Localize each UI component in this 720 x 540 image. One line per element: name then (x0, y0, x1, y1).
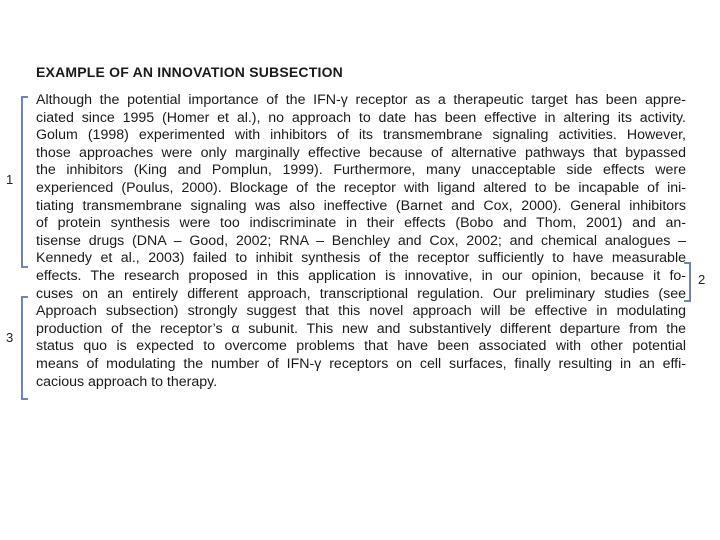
marker-1: 1 (6, 172, 14, 187)
section-title: EXAMPLE OF AN INNOVATION SUBSECTION (36, 64, 343, 80)
innovation-paragraph (36, 92, 686, 391)
bracket-2 (684, 262, 691, 302)
bracket-1 (21, 96, 28, 268)
paragraph-line: tiating transmembrane signaling was also ineffective (Barnet and Cox, 2000). General inhibitors (36, 197, 686, 214)
paragraph-line: cuses on an entirely different approach, transcriptional regulation. Our preliminary studies (see (36, 285, 686, 302)
bracket-3 (21, 296, 28, 400)
paragraph-line: Although the potential importance of the IFN-γ receptor as a therapeutic target has been appre- (36, 92, 686, 108)
paragraph-line: those approaches were only marginally effective because of alternative pathways that bypassed (36, 144, 686, 161)
paragraph-line: ciated since 1995 (Homer et al.), no approach to date has been effective in altering its activity. (36, 109, 686, 126)
paragraph-line: means of modulating the number of IFN-γ receptors on cell surfaces, finally resulting in an effi- (36, 355, 686, 372)
paragraph-line: of protein synthesis were too indiscriminate in their effects (Bobo and Thom, 2001) and an- (36, 215, 686, 232)
paragraph-line: cacious approach to therapy. (36, 373, 218, 390)
paragraph-line: Golum (1998) experimented with inhibitors of its transmembrane signaling activities. However, (36, 127, 686, 144)
paragraph-line: the inhibitors (King and Pomplun, 1999). Furthermore, many unacceptable side effects were (36, 162, 686, 179)
paragraph-line: experienced (Poulus, 2000). Blockage of the receptor with ligand altered to be incapable of ini- (36, 179, 686, 196)
paragraph-line: Kennedy et al., 2003) failed to inhibit synthesis of the receptor sufficiently to have measurable (36, 250, 686, 267)
paragraph-line: status quo is expected to overcome problems that have been associated with other potential (36, 338, 686, 355)
paragraph-line: Approach subsection) strongly suggest that this novel approach will be effective in modulating (36, 303, 686, 320)
marker-2: 2 (698, 272, 706, 287)
paragraph-line: production of the receptor’s α subunit. This new and substantively different departure from the (36, 320, 686, 337)
marker-3: 3 (6, 330, 14, 345)
paragraph-line: tisense drugs (DNA – Good, 2002; RNA – Benchley and Cox, 2002; and chemical analogues – (36, 232, 686, 249)
paragraph-line: effects. The research proposed in this application is innovative, in our opinion, because it fo- (36, 267, 686, 284)
